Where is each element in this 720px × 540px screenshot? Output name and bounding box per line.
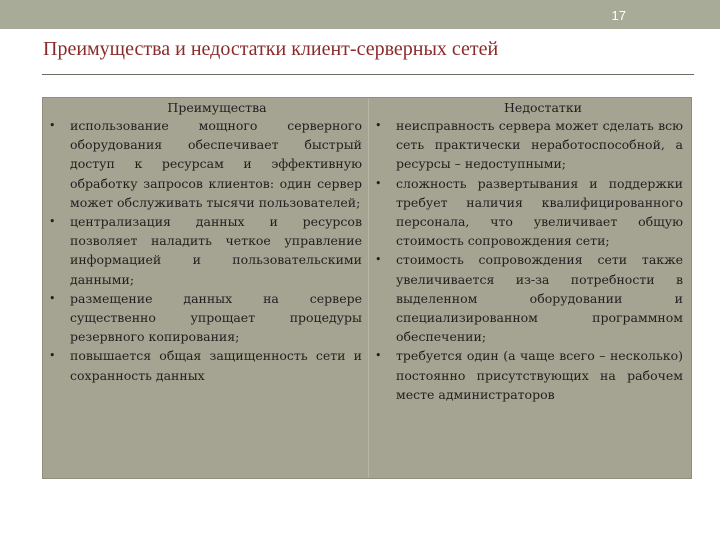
advantage-item: • повышается общая защищенность сети и сохранность данных (49, 348, 362, 383)
advantage-item: • использование мощного серверного оборудования обеспечивает быстрый доступ к ресурсам и эффективную обработку запросов клиентов: один сервер может обслуживать тысячи пользователей; (49, 118, 362, 210)
bullet-icon: • (49, 119, 56, 132)
disadvantages-list (369, 116, 693, 404)
disadvantage-item: • стоимость сопровождения сети также увеличивается из-за потребности в выделенном оборудовании и специализированном программном обеспечении; (375, 252, 683, 345)
disadvantages-column (368, 98, 693, 478)
disadvantage-item: • сложность развертывания и поддержки требует наличия квалифицированного персонала, что увеличивает общую стоимость сопровождения сети; (375, 175, 683, 249)
bullet-icon: • (49, 291, 56, 305)
advantages-list (43, 116, 367, 385)
advantage-item: • размещение данных на сервере существенно упрощает процедуры резервного копирования; (49, 290, 362, 345)
advantage-item: • централизация данных и ресурсов позволяет наладить четкое управление информацией и пользовательскими данными; (49, 214, 362, 287)
bullet-icon: • (375, 176, 382, 190)
advantages-column (43, 98, 367, 478)
disadvantage-item: • требуется один (а чаще всего – несколько) постоянно присутствующих на рабочем месте администраторов (375, 348, 683, 402)
bullet-icon: • (375, 119, 382, 132)
page-number: 17 (611, 8, 626, 23)
disadvantage-item: • неисправность сервера может сделать всю сеть практически неработоспособной, а ресурсы – недоступными; (375, 118, 683, 172)
top-bar (0, 0, 720, 29)
bullet-icon: • (49, 215, 56, 229)
advantages-header: Преимущества (167, 100, 267, 115)
slide-title: Преимущества и недостатки клиент-серверных сетей (43, 38, 499, 60)
bullet-icon: • (49, 349, 56, 363)
bullet-icon: • (375, 349, 382, 363)
disadvantages-header: Недостатки (504, 100, 582, 115)
bullet-icon: • (375, 253, 382, 267)
comparison-table (42, 97, 692, 479)
title-divider (42, 74, 694, 75)
